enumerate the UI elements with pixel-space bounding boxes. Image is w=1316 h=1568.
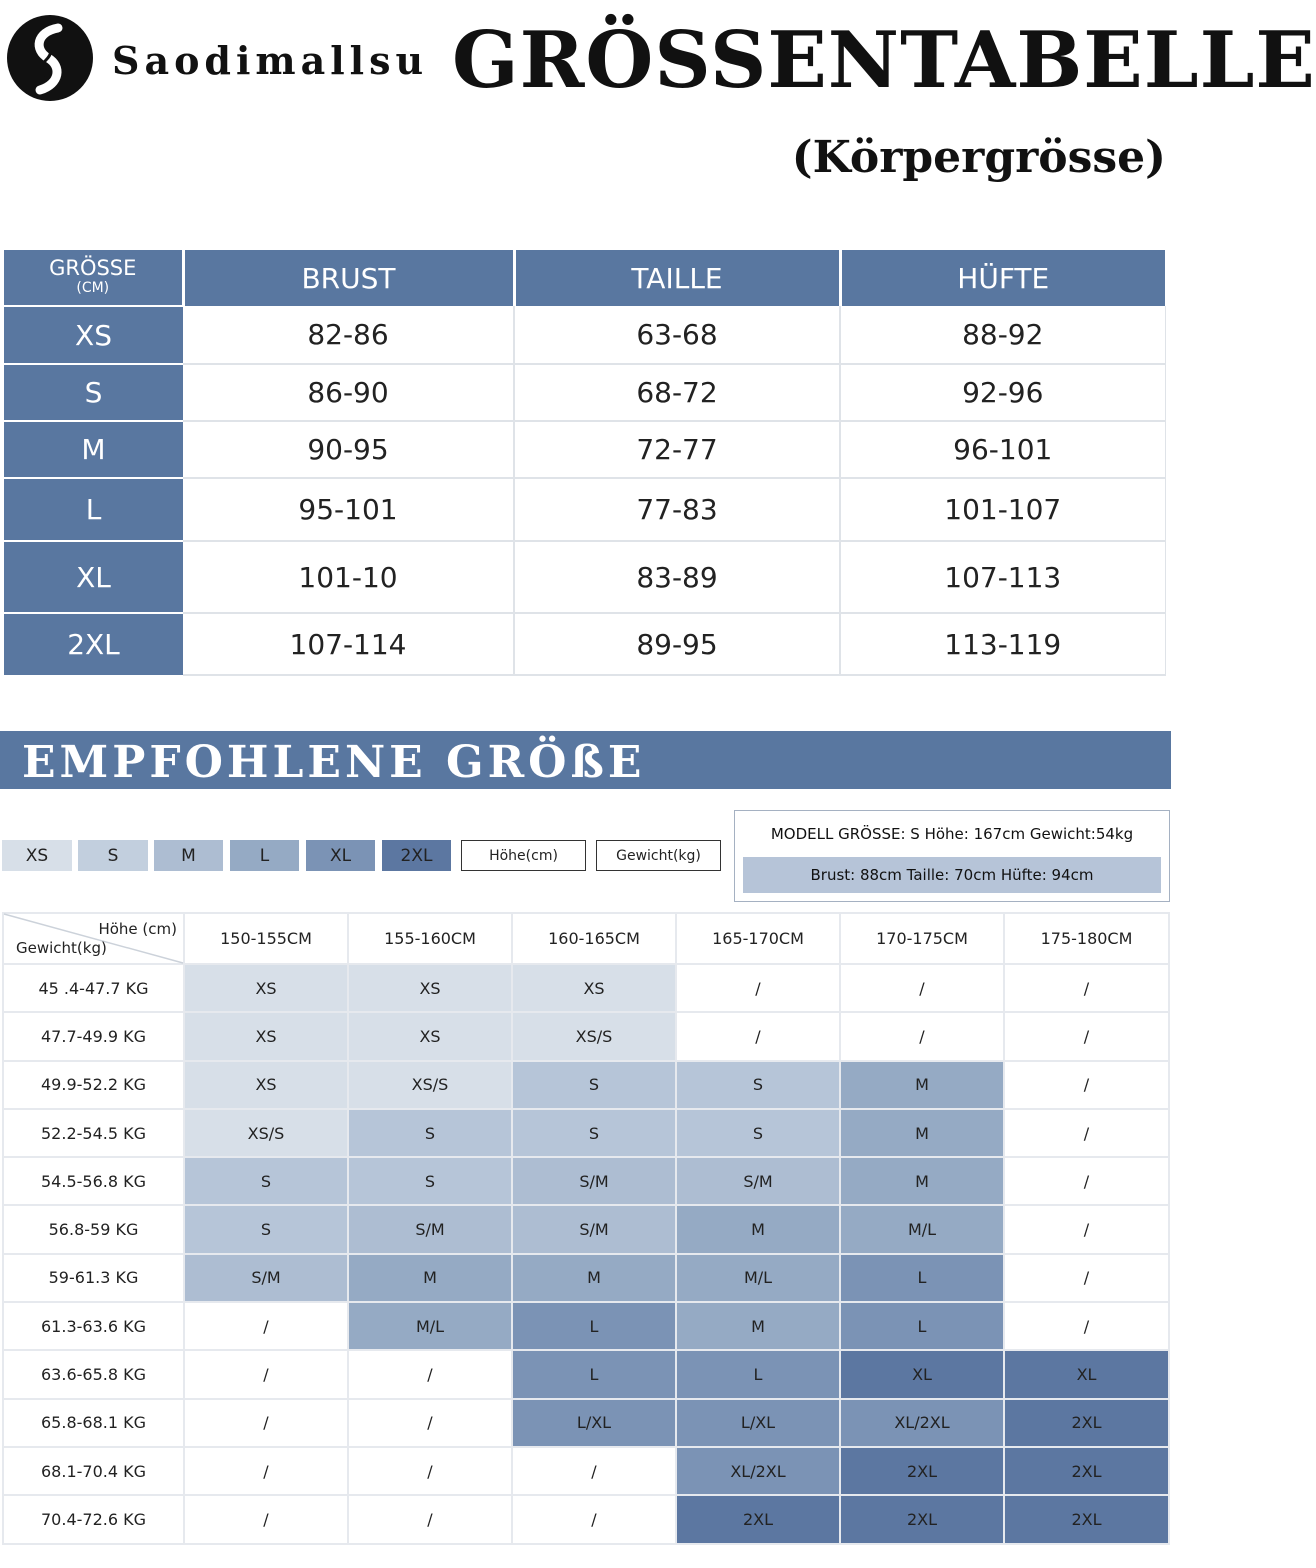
- recommend-cell: L: [840, 1254, 1004, 1302]
- recommend-cell: 2XL: [1004, 1399, 1169, 1447]
- header-chest: BRUST: [183, 250, 514, 306]
- recommend-row: [3, 1254, 1169, 1302]
- recommend-cell: /: [512, 1447, 676, 1495]
- recommend-cell: M: [676, 1205, 840, 1253]
- weight-range: 56.8-59 KG: [3, 1205, 184, 1253]
- legend-swatch-xl: XL: [306, 840, 375, 871]
- recommend-cell: /: [348, 1350, 512, 1398]
- recommend-cell: 2XL: [840, 1447, 1004, 1495]
- recommend-cell: /: [1004, 1061, 1169, 1109]
- recommend-banner: [0, 731, 1171, 789]
- hip-value: 113-119: [840, 613, 1165, 675]
- recommend-cell: M: [840, 1061, 1004, 1109]
- corner-weight-label: Gewicht(kg): [16, 939, 107, 957]
- recommend-cell: /: [1004, 1157, 1169, 1205]
- weight-range: 70.4-72.6 KG: [3, 1495, 184, 1543]
- recommend-cell: M: [840, 1109, 1004, 1157]
- recommend-cell: /: [1004, 1302, 1169, 1350]
- legend-swatch-s: S: [78, 840, 148, 871]
- weight-range: 52.2-54.5 KG: [3, 1109, 184, 1157]
- height-col-header: 170-175CM: [840, 913, 1004, 964]
- brand-logo: [6, 14, 94, 102]
- recommend-cell: S/M: [512, 1157, 676, 1205]
- recommend-cell: L: [512, 1350, 676, 1398]
- recommend-cell: /: [676, 964, 840, 1012]
- size-table-header: [4, 250, 1165, 306]
- recommend-cell: /: [1004, 1254, 1169, 1302]
- logo-icon: [6, 14, 94, 102]
- chest-value: 107-114: [183, 613, 514, 675]
- recommend-row: [3, 1350, 1169, 1398]
- recommend-cell: S/M: [184, 1254, 348, 1302]
- recommend-cell: XS/S: [512, 1012, 676, 1060]
- recommend-cell: S/M: [512, 1205, 676, 1253]
- recommend-cell: M/L: [348, 1302, 512, 1350]
- recommend-header-row: [3, 913, 1169, 964]
- recommend-cell: L: [840, 1302, 1004, 1350]
- height-col-header: 165-170CM: [676, 913, 840, 964]
- header-size-unit: (CM): [76, 279, 110, 296]
- size-row: [4, 306, 1165, 364]
- recommend-row: [3, 1399, 1169, 1447]
- recommend-cell: XL/2XL: [840, 1399, 1004, 1447]
- size-row: [4, 541, 1165, 613]
- size-label: S: [4, 364, 183, 421]
- recommend-cell: M/L: [676, 1254, 840, 1302]
- recommend-cell: S: [348, 1109, 512, 1157]
- recommend-cell: L/XL: [676, 1399, 840, 1447]
- recommend-row: [3, 1447, 1169, 1495]
- recommend-cell: /: [1004, 1205, 1169, 1253]
- recommend-cell: M: [512, 1254, 676, 1302]
- recommend-cell: /: [184, 1447, 348, 1495]
- recommend-cell: /: [1004, 1109, 1169, 1157]
- recommend-cell: M: [840, 1157, 1004, 1205]
- legend-swatch-xs: XS: [2, 840, 72, 871]
- recommend-cell: L/XL: [512, 1399, 676, 1447]
- recommend-cell: /: [184, 1302, 348, 1350]
- recommend-cell: S: [184, 1205, 348, 1253]
- recommend-cell: XL: [1004, 1350, 1169, 1398]
- recommend-cell: 2XL: [1004, 1495, 1169, 1543]
- recommend-cell: XS: [348, 964, 512, 1012]
- legend-height-box: Höhe(cm): [461, 840, 586, 871]
- height-col-header: 155-160CM: [348, 913, 512, 964]
- recommend-cell: /: [840, 1012, 1004, 1060]
- hip-value: 101-107: [840, 478, 1165, 541]
- recommend-cell: XS: [512, 964, 676, 1012]
- legend-swatch-2xl: 2XL: [382, 840, 451, 871]
- recommend-cell: L: [512, 1302, 676, 1350]
- recommend-cell: /: [348, 1399, 512, 1447]
- waist-value: 72-77: [514, 421, 840, 478]
- recommend-cell: S: [676, 1109, 840, 1157]
- chest-value: 101-10: [183, 541, 514, 613]
- waist-value: 83-89: [514, 541, 840, 613]
- waist-value: 89-95: [514, 613, 840, 675]
- brand-name: Saodimallsu: [112, 38, 429, 83]
- corner-height-label: Höhe (cm): [98, 920, 177, 938]
- recommend-table: [2, 912, 1170, 1545]
- size-label: 2XL: [4, 613, 183, 675]
- recommend-cell: S: [348, 1157, 512, 1205]
- chest-value: 95-101: [183, 478, 514, 541]
- chest-value: 82-86: [183, 306, 514, 364]
- page-title: GRÖSSENTABELLE: [452, 15, 1316, 106]
- recommend-cell: /: [184, 1399, 348, 1447]
- weight-range: 65.8-68.1 KG: [3, 1399, 184, 1447]
- recommend-cell: /: [348, 1495, 512, 1543]
- recommend-cell: /: [1004, 964, 1169, 1012]
- height-col-header: 175-180CM: [1004, 913, 1169, 964]
- recommend-row: [3, 964, 1169, 1012]
- size-row: [4, 364, 1165, 421]
- model-measure-line: Brust: 88cm Taille: 70cm Hüfte: 94cm: [743, 857, 1161, 893]
- recommend-cell: /: [184, 1350, 348, 1398]
- recommend-cell: XS/S: [348, 1061, 512, 1109]
- weight-range: 54.5-56.8 KG: [3, 1157, 184, 1205]
- recommend-row: [3, 1205, 1169, 1253]
- height-col-header: 160-165CM: [512, 913, 676, 964]
- size-label: XS: [4, 306, 183, 364]
- size-row: [4, 613, 1165, 675]
- model-size-line: MODELL GRÖSSE: S Höhe: 167cm Gewicht:54kg: [770, 825, 1134, 843]
- recommend-corner: [3, 913, 184, 964]
- recommend-row: [3, 1109, 1169, 1157]
- recommend-cell: /: [512, 1495, 676, 1543]
- chest-value: 86-90: [183, 364, 514, 421]
- weight-range: 47.7-49.9 KG: [3, 1012, 184, 1060]
- size-label: M: [4, 421, 183, 478]
- recommend-cell: S: [512, 1061, 676, 1109]
- recommend-cell: XL: [840, 1350, 1004, 1398]
- size-row: [4, 478, 1165, 541]
- height-col-header: 150-155CM: [184, 913, 348, 964]
- size-label: XL: [4, 541, 183, 613]
- page-subtitle: (Körpergrösse): [791, 132, 1166, 183]
- recommend-row: [3, 1012, 1169, 1060]
- recommend-cell: S/M: [676, 1157, 840, 1205]
- recommend-cell: XS: [184, 1061, 348, 1109]
- recommend-cell: /: [184, 1495, 348, 1543]
- waist-value: 68-72: [514, 364, 840, 421]
- recommend-cell: S: [184, 1157, 348, 1205]
- header-size-label: GRÖSSE: [49, 255, 137, 280]
- recommend-cell: S: [512, 1109, 676, 1157]
- header-waist: TAILLE: [514, 250, 840, 306]
- weight-range: 45 .4-47.7 KG: [3, 964, 184, 1012]
- recommend-banner-title: EMPFOHLENE GRÖßE: [22, 737, 646, 788]
- weight-range: 49.9-52.2 KG: [3, 1061, 184, 1109]
- recommend-cell: /: [1004, 1012, 1169, 1060]
- weight-range: 68.1-70.4 KG: [3, 1447, 184, 1495]
- weight-range: 61.3-63.6 KG: [3, 1302, 184, 1350]
- legend-weight-box: Gewicht(kg): [596, 840, 721, 871]
- hip-value: 96-101: [840, 421, 1165, 478]
- waist-value: 63-68: [514, 306, 840, 364]
- size-row: [4, 421, 1165, 478]
- recommend-cell: XS: [348, 1012, 512, 1060]
- recommend-cell: S: [676, 1061, 840, 1109]
- recommend-cell: /: [348, 1447, 512, 1495]
- recommend-cell: M: [676, 1302, 840, 1350]
- recommend-row: [3, 1495, 1169, 1543]
- recommend-cell: 2XL: [840, 1495, 1004, 1543]
- recommend-row: [3, 1061, 1169, 1109]
- hip-value: 107-113: [840, 541, 1165, 613]
- hip-value: 88-92: [840, 306, 1165, 364]
- size-table: [4, 250, 1166, 676]
- hip-value: 92-96: [840, 364, 1165, 421]
- recommend-cell: /: [676, 1012, 840, 1060]
- chest-value: 90-95: [183, 421, 514, 478]
- recommend-cell: 2XL: [676, 1495, 840, 1543]
- recommend-row: [3, 1157, 1169, 1205]
- weight-range: 63.6-65.8 KG: [3, 1350, 184, 1398]
- legend-swatch-m: M: [154, 840, 223, 871]
- recommend-row: [3, 1302, 1169, 1350]
- recommend-cell: S/M: [348, 1205, 512, 1253]
- model-info: [734, 810, 1170, 902]
- recommend-cell: M: [348, 1254, 512, 1302]
- recommend-cell: /: [840, 964, 1004, 1012]
- recommend-cell: 2XL: [1004, 1447, 1169, 1495]
- recommend-cell: XS/S: [184, 1109, 348, 1157]
- recommend-cell: M/L: [840, 1205, 1004, 1253]
- waist-value: 77-83: [514, 478, 840, 541]
- recommend-cell: XS: [184, 1012, 348, 1060]
- header-hip: HÜFTE: [840, 250, 1165, 306]
- weight-range: 59-61.3 KG: [3, 1254, 184, 1302]
- legend-swatch-l: L: [230, 840, 299, 871]
- recommend-cell: L: [676, 1350, 840, 1398]
- recommend-cell: XS: [184, 964, 348, 1012]
- recommend-cell: XL/2XL: [676, 1447, 840, 1495]
- size-label: L: [4, 478, 183, 541]
- header-size: [4, 250, 183, 306]
